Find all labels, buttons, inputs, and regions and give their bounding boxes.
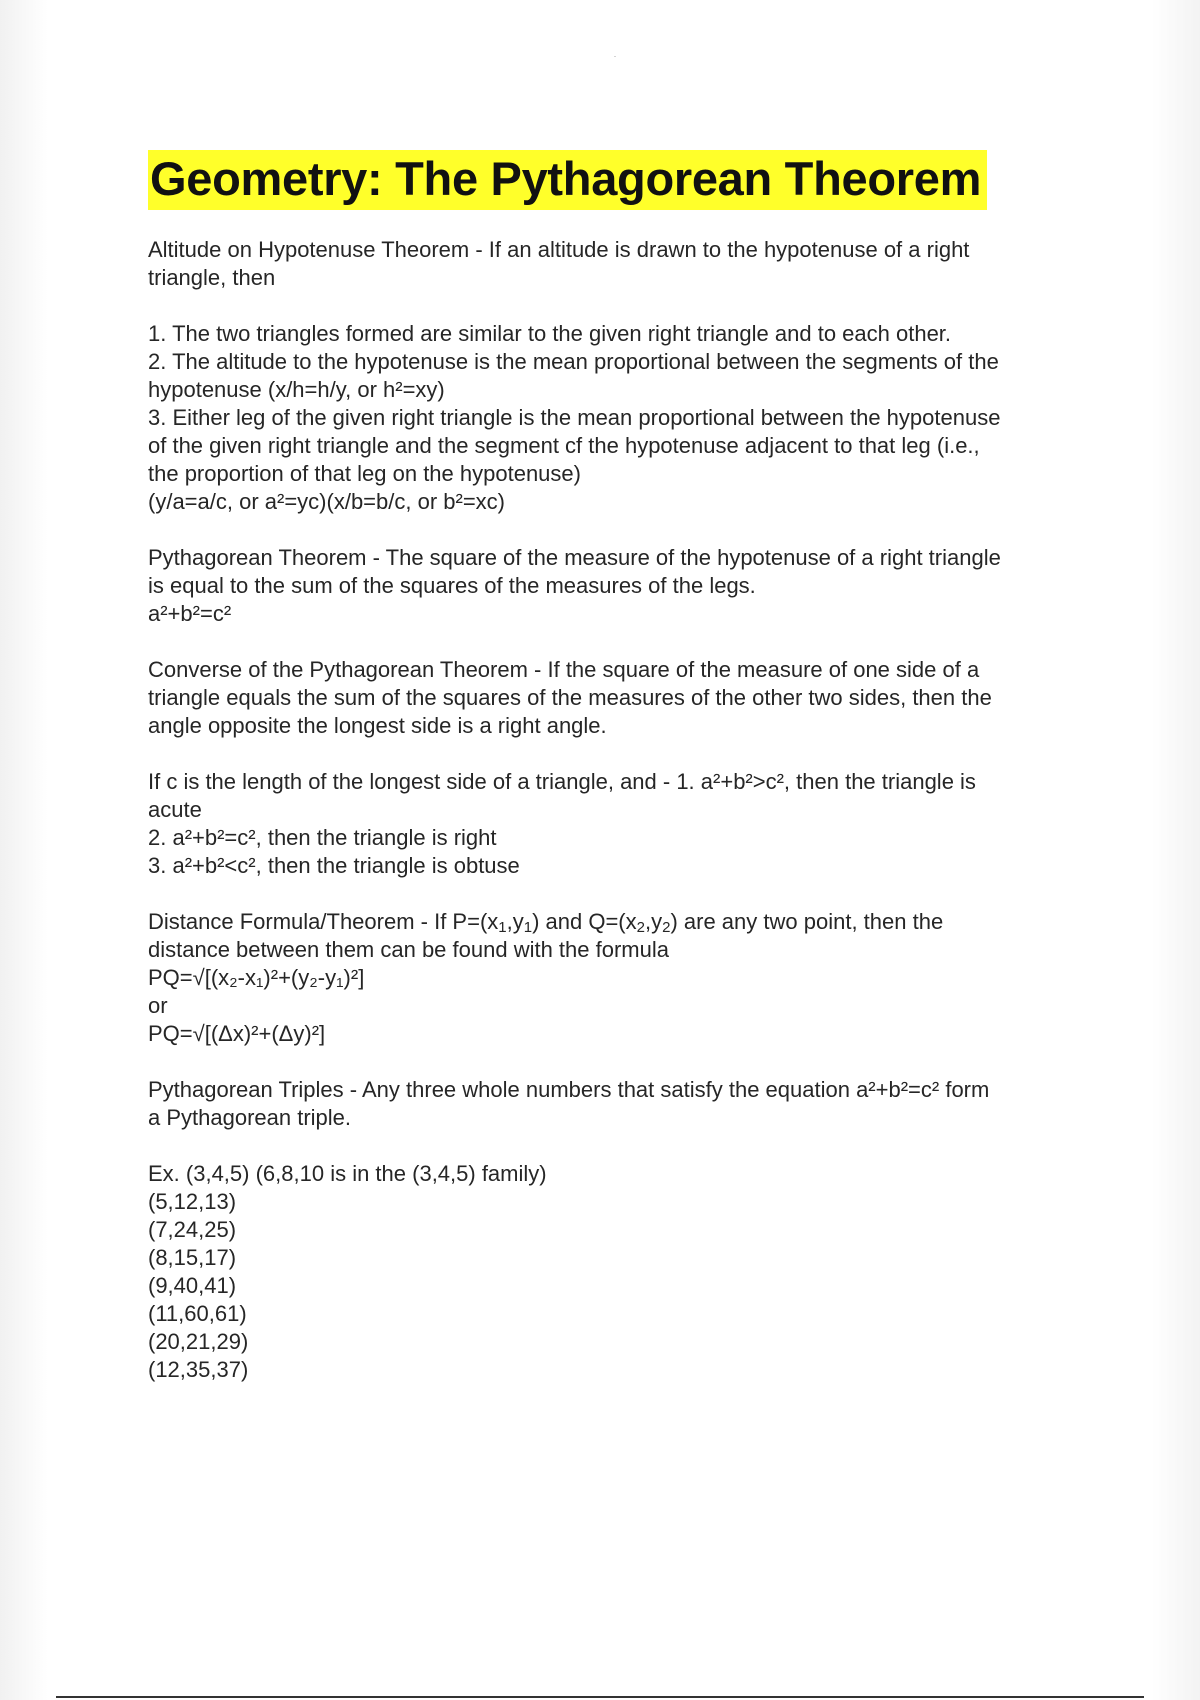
distance-line-1 — [148, 908, 1088, 936]
altitude-theorem-section — [148, 236, 1088, 516]
triple-example: Ex. (3,4,5) (6,8,10 is in the (3,4,5) family) — [148, 1161, 547, 1186]
document-body — [148, 150, 1088, 1412]
pythagorean-line-1: Pythagorean Theorem - The square of the measure of the hypotenuse of a right triangle — [148, 545, 1001, 570]
distance-line-2: distance between them can be found with the formula — [148, 937, 669, 962]
classify-line-2: acute — [148, 797, 202, 822]
altitude-item-3-line-3: the proportion of that leg on the hypotenuse) — [148, 461, 581, 486]
classify-line-1: If c is the length of the longest side of a triangle, and - 1. a²+b²>c², then the triangle is — [148, 769, 976, 794]
classify-line-3: 2. a²+b²=c², then the triangle is right — [148, 825, 497, 850]
subscript: 1 — [498, 919, 507, 936]
spacer — [148, 292, 1088, 320]
subscript: 1 — [523, 919, 533, 936]
spacer — [148, 1132, 1088, 1160]
altitude-item-3-line-1: 3. Either leg of the given right triangle is the mean proportional between the hypotenuse — [148, 405, 1001, 430]
distance-text-e: ) are any two point, then the — [670, 909, 944, 934]
triangle-classification-section — [148, 768, 1088, 880]
triple-example: (20,21,29) — [148, 1329, 249, 1354]
page-shadow-right — [1152, 0, 1200, 1700]
subscript: 2 — [662, 919, 671, 936]
distance-text-a: Distance Formula/Theorem - If P=(x — [148, 909, 499, 934]
triple-example: (11,60,61) — [148, 1301, 247, 1326]
page-title: Geometry: The Pythagorean Theorem — [150, 152, 982, 205]
pythagorean-formula: a²+b²=c² — [148, 601, 232, 626]
triples-line-2: a Pythagorean triple. — [148, 1105, 352, 1130]
pythagorean-line-2: is equal to the sum of the squares of the measures of the legs. — [148, 573, 756, 598]
distance-text-c: ) and Q=(x — [532, 909, 637, 934]
distance-formula-2: PQ=√[(Δx)²+(Δy)²] — [148, 1021, 326, 1046]
classify-line-4: 3. a²+b²<c², then the triangle is obtuse — [148, 853, 520, 878]
subscript: 2 — [636, 919, 645, 936]
altitude-item-2-line-1: 2. The altitude to the hypotenuse is the mean proportional between the segments of the — [148, 349, 999, 374]
scan-speck — [614, 56, 616, 57]
distance-formula-1: PQ=√[(x₂-x₁)²+(y₂-y₁)²] — [148, 965, 365, 990]
altitude-item-3-line-4: (y/a=a/c, or a²=yc)(x/b=b/c, or b²=xc) — [148, 489, 506, 514]
altitude-intro-line-2: triangle, then — [148, 265, 276, 290]
bottom-divider — [56, 1696, 1144, 1698]
triple-example: (7,24,25) — [148, 1217, 237, 1242]
altitude-item-1: 1. The two triangles formed are similar to the given right triangle and to each other. — [148, 321, 952, 346]
distance-formula-section — [148, 908, 1088, 1048]
altitude-item-2-line-2: hypotenuse (x/h=h/y, or h²=xy) — [148, 377, 445, 402]
pythagorean-theorem-section — [148, 544, 1088, 628]
altitude-intro-line-1: Altitude on Hypotenuse Theorem - If an altitude is drawn to the hypotenuse of a right — [148, 237, 970, 262]
triples-line-1: Pythagorean Triples - Any three whole numbers that satisfy the equation a²+b²=c² form — [148, 1077, 990, 1102]
page-shadow-left — [0, 0, 48, 1700]
distance-or: or — [148, 993, 168, 1018]
pythagorean-triples-section — [148, 1076, 1088, 1384]
triple-example: (12,35,37) — [148, 1357, 249, 1382]
triple-example: (8,15,17) — [148, 1245, 237, 1270]
converse-line-2: triangle equals the sum of the squares of the measures of the other two sides, then the — [148, 685, 992, 710]
triple-example: (5,12,13) — [148, 1189, 237, 1214]
title-highlight — [148, 150, 987, 210]
distance-text-b: ,y — [506, 909, 524, 934]
converse-section — [148, 656, 1088, 740]
converse-line-3: angle opposite the longest side is a right angle. — [148, 713, 607, 738]
converse-line-1: Converse of the Pythagorean Theorem - If the square of the measure of one side of a — [148, 657, 980, 682]
altitude-item-3-line-2: of the given right triangle and the segment cf the hypotenuse adjacent to that leg (i.e., — [148, 433, 980, 458]
triple-example: (9,40,41) — [148, 1273, 237, 1298]
distance-text-d: ,y — [644, 909, 663, 934]
